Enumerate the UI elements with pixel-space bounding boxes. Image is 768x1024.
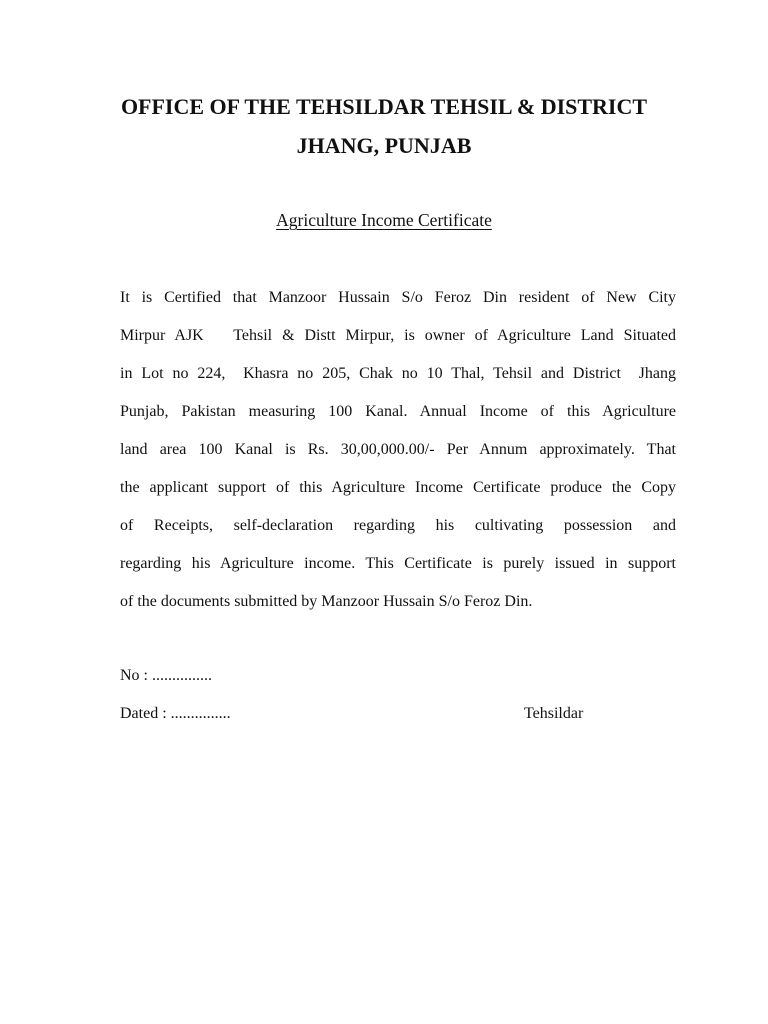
body-line: the applicant support of this Agriculture Income Certificate produce the Copy <box>120 479 676 496</box>
body-line: It is Certified that Manzoor Hussain S/o Feroz Din resident of New City <box>120 289 676 306</box>
body-line: of the documents submitted by Manzoor Hussain S/o Feroz Din. <box>120 593 533 610</box>
certificate-title <box>0 208 768 232</box>
office-heading-line-1: OFFICE OF THE TEHSILDAR TEHSIL & DISTRICT <box>120 94 648 119</box>
body-line: in Lot no 224, Khasra no 205, Chak no 10 Thal, Tehsil and District Jhang <box>120 365 676 382</box>
certificate-body <box>120 288 676 630</box>
body-line: land area 100 Kanal is Rs. 30,00,000.00/- Per Annum approximately. That <box>120 441 676 458</box>
office-heading-line-2: JHANG, PUNJAB <box>296 133 472 158</box>
body-line: Mirpur AJK Tehsil & Distt Mirpur, is owner of Agriculture Land Situated <box>120 327 676 344</box>
signatory-title: Tehsildar <box>524 705 584 722</box>
body-line: regarding his Agriculture income. This Certificate is purely issued in support <box>120 555 676 572</box>
body-line: of Receipts, self-declaration regarding his cultivating possession and <box>120 517 676 534</box>
certificate-date: Dated : ............... <box>120 705 231 722</box>
certificate-number: No : ............... <box>120 667 212 684</box>
body-line: Punjab, Pakistan measuring 100 Kanal. Annual Income of this Agriculture <box>120 403 676 420</box>
certificate-title-text: Agriculture Income Certificate <box>276 210 492 230</box>
